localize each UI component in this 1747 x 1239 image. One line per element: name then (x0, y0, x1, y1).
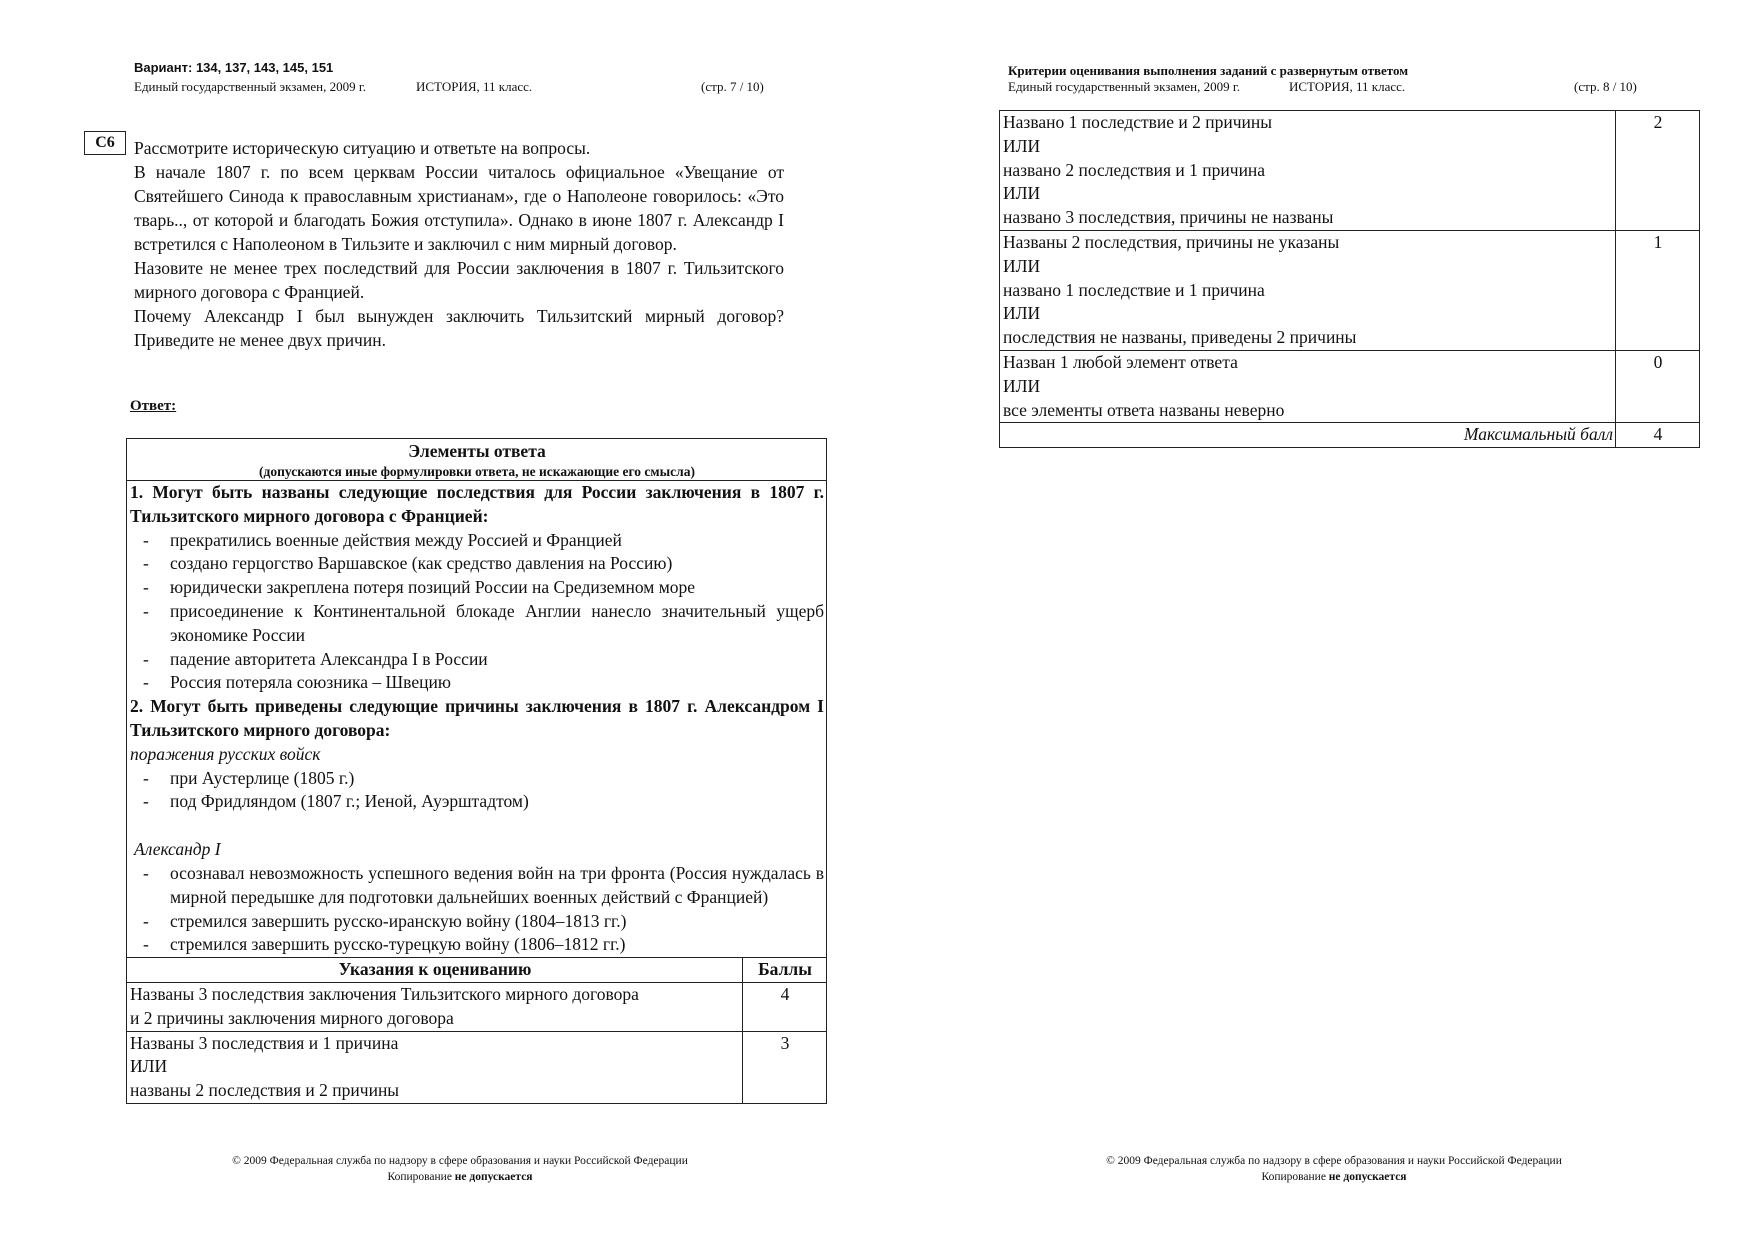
max-score-label: Максимальный балл (1000, 423, 1616, 448)
list-item: - стремился завершить русско-иранскую войну (1804–1813 гг.) (130, 910, 824, 934)
table-row (1000, 111, 1700, 231)
score-cell: 2 (1616, 111, 1700, 231)
answer-elements-table (126, 438, 827, 1104)
elements-subtitle: (допускаются иные формулировки ответа, не искажающие его смысла) (259, 464, 695, 479)
list-item: - под Фридляндом (1807 г.; Иеной, Ауэрштадтом) (130, 790, 824, 814)
exam-title: Единый государственный экзамен, 2009 г. (134, 79, 366, 94)
score-cell: 0 (1616, 350, 1700, 422)
task-text (134, 136, 784, 352)
list-item: - присоединение к Континентальной блокаде Англии нанесло значительный ущерб экономике России (130, 600, 824, 648)
criteria-cell: Названы 2 последствия, причины не указаны ИЛИ названо 1 последствие и 1 причина ИЛИ последствия не названы, приведены 2 причины (1000, 230, 1616, 350)
elements-header (127, 439, 827, 481)
page-number-right: (стр. 8 / 10) (1574, 79, 1637, 94)
exam-title-right: Единый государственный экзамен, 2009 г. (1008, 79, 1240, 94)
alexander-list (130, 862, 824, 957)
list-item: - стремился завершить русско-турецкую войну (1806–1812 гг.) (130, 933, 824, 957)
task-question-2: Почему Александр I был вынужден заключить Тильзитский мирный договор? Приведите не менее двух причин. (134, 306, 784, 350)
footer-right (1054, 1153, 1614, 1185)
answer-label: Ответ: (130, 398, 177, 414)
defeats-list (130, 767, 824, 815)
elements-body (127, 481, 827, 958)
section1-list (130, 529, 824, 696)
criteria-title: Критерии оценивания выполнения заданий с развернутым ответом (1008, 63, 1409, 78)
page-number: (стр. 7 / 10) (701, 79, 764, 94)
table-row (1000, 423, 1700, 448)
elements-title: Элементы ответа (408, 441, 546, 461)
alexander-label: Александр I (134, 839, 221, 860)
list-item: - юридически закреплена потеря позиций России на Средиземном море (130, 576, 824, 600)
criteria-table (999, 110, 1700, 448)
list-item: - осознавал невозможность успешного ведения войн на три фронта (Россия нуждалась в мирной передышке для подготовки дальнейших военных действий с Францией) (130, 862, 824, 910)
criteria-cell: Названо 1 последствие и 2 причины ИЛИ названо 2 последствия и 1 причина ИЛИ названо 3 последствия, причины не названы (1000, 111, 1616, 231)
criteria-cell: Названы 3 последствия заключения Тильзитского мирного договора и 2 причины заключения мирного договора (127, 982, 743, 1031)
criteria-cell: Названы 3 последствия и 1 причина ИЛИ названы 2 последствия и 2 причины (127, 1031, 743, 1103)
criteria-cell: Назван 1 любой элемент ответа ИЛИ все элементы ответа названы неверно (1000, 350, 1616, 422)
subject-label-right: ИСТОРИЯ, 11 класс. (1289, 79, 1406, 94)
score-cell: 1 (1616, 230, 1700, 350)
table-row (1000, 350, 1700, 422)
task-situation: В начале 1807 г. по всем церквам России читалось официальное «Увещание от Святейшего Синода к православным христианам», где о Наполеоне говорилось: «Это тварь.., от которой и благодать Божия отступила». Однако в июне 1807 г. Александр I встретился с Наполеоном в Тильзите и заключил с ним мирный договор. (134, 162, 784, 254)
max-score-value: 4 (1616, 423, 1700, 448)
table-row (127, 982, 827, 1031)
section2-title: 2. Могут быть приведены следующие причины заключения в 1807 г. Александром I Тильзитского мирного договора: (130, 696, 824, 740)
footer-copyright: © 2009 Федеральная служба по надзору в сфере образования и науки Российской Федерации (232, 1155, 688, 1167)
task-question-1: Назовите не менее трех последствий для России заключения в 1807 г. Тильзитского мирного договора с Францией. (134, 258, 784, 302)
section1-title: 1. Могут быть названы следующие последствия для России заключения в 1807 г. Тильзитского мирного договора с Францией: (130, 482, 824, 526)
defeats-label: поражения русских войск (130, 743, 321, 764)
footer-copyright: © 2009 Федеральная служба по надзору в сфере образования и науки Российской Федерации (1106, 1155, 1562, 1167)
footer-copying: Копирование не допускается (1261, 1171, 1407, 1183)
list-item: - Россия потеряла союзника – Швецию (130, 671, 824, 695)
list-item: - при Аустерлице (1805 г.) (130, 767, 824, 791)
score-cell: 3 (743, 1031, 827, 1103)
footer-left (180, 1153, 740, 1185)
points-header: Баллы (743, 958, 827, 983)
table-row (127, 1031, 827, 1103)
list-item: - падение авторитета Александра I в России (130, 648, 824, 672)
criteria-header: Указания к оцениванию (127, 958, 743, 983)
table-row (1000, 230, 1700, 350)
score-cell: 4 (743, 982, 827, 1031)
task-code-box: С6 (84, 131, 126, 155)
footer-copying: Копирование не допускается (387, 1171, 533, 1183)
subject-label: ИСТОРИЯ, 11 класс. (416, 79, 533, 94)
list-item: - прекратились военные действия между Россией и Францией (130, 529, 824, 553)
task-intro: Рассмотрите историческую ситуацию и ответьте на вопросы. (134, 138, 591, 158)
list-item: - создано герцогство Варшавское (как средство давления на Россию) (130, 552, 824, 576)
variant-label: Вариант: 134, 137, 143, 145, 151 (134, 60, 334, 75)
